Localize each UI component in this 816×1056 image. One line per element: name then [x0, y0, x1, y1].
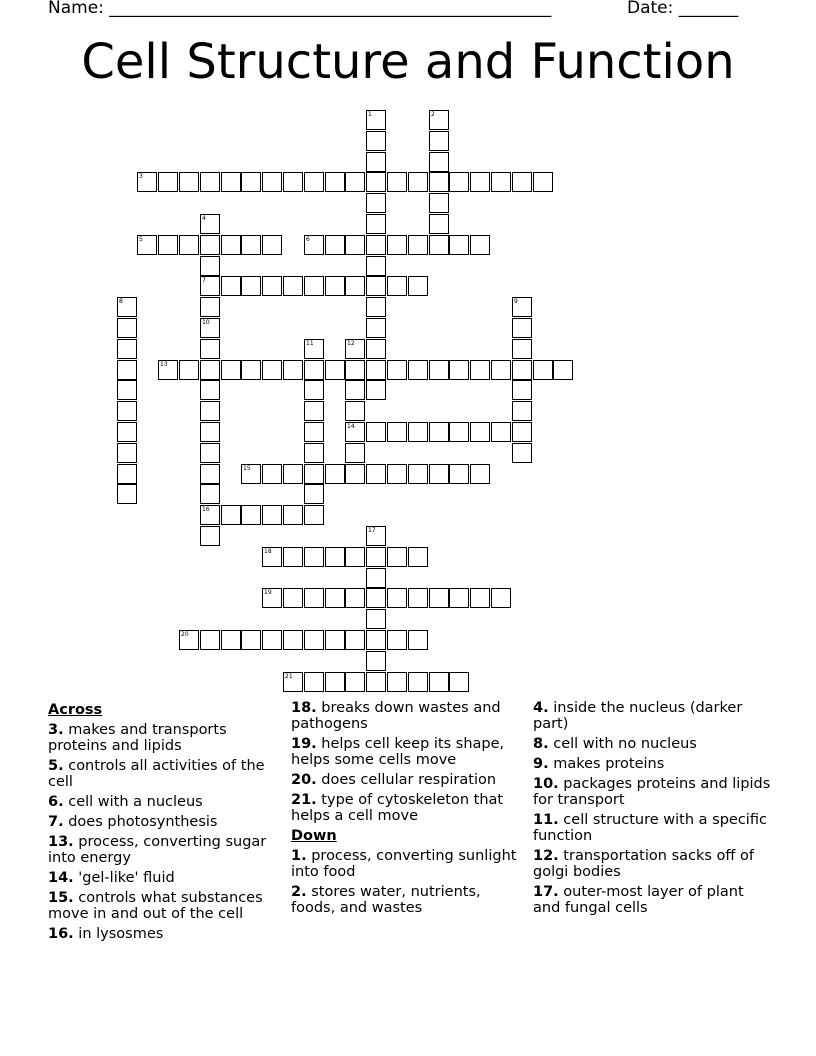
clue-number: 8. [533, 736, 549, 752]
across-clue [291, 736, 526, 768]
grid-cell[interactable] [429, 672, 449, 692]
grid-cell[interactable] [491, 422, 511, 442]
grid-cell[interactable] [408, 547, 428, 567]
grid-cell[interactable] [408, 235, 428, 255]
grid-cell[interactable] [117, 401, 137, 421]
clue-number-label: 10 [202, 319, 210, 326]
grid-cell[interactable] [366, 609, 386, 629]
clue-text: inside the nucleus (darker part) [533, 700, 743, 732]
clue-text: outer-most layer of plant and fungal cells [533, 884, 744, 916]
clue-number-label: 9 [514, 298, 518, 305]
grid-cell[interactable] [117, 318, 137, 338]
grid-cell[interactable] [304, 484, 324, 504]
grid-cell[interactable] [200, 422, 220, 442]
grid-cell[interactable] [262, 235, 282, 255]
grid-cell[interactable] [241, 235, 261, 255]
grid-cell[interactable] [408, 588, 428, 608]
grid-cell[interactable] [512, 422, 532, 442]
grid-cell[interactable] [304, 276, 324, 296]
grid-cell[interactable] [449, 588, 469, 608]
grid-cell[interactable] [179, 172, 199, 192]
grid-cell[interactable] [345, 235, 365, 255]
grid-cell[interactable] [366, 152, 386, 172]
grid-cell[interactable] [429, 588, 449, 608]
clue-text: process, converting sunlight into food [291, 848, 517, 880]
grid-cell[interactable] [366, 172, 386, 192]
grid-cell[interactable] [345, 588, 365, 608]
clue-text: controls all activities of the cell [48, 758, 265, 790]
grid-cell[interactable] [366, 297, 386, 317]
clue-text: transportation sacks off of golgi bodies [533, 848, 754, 880]
grid-cell[interactable] [200, 172, 220, 192]
grid-cell[interactable] [345, 380, 365, 400]
clue-text: in lysosmes [73, 926, 164, 942]
grid-cell[interactable] [221, 630, 241, 650]
grid-cell[interactable] [304, 630, 324, 650]
grid-cell[interactable] [408, 672, 428, 692]
clue-number: 3. [48, 722, 64, 738]
grid-cell[interactable] [241, 172, 261, 192]
grid-cell[interactable] [200, 235, 220, 255]
grid-cell[interactable] [512, 380, 532, 400]
grid-cell[interactable] [512, 318, 532, 338]
grid-cell[interactable] [304, 443, 324, 463]
grid-cell[interactable] [325, 630, 345, 650]
name-field-label: Name: ____________________________________________________ [48, 0, 552, 18]
grid-cell[interactable] [449, 360, 469, 380]
clue-number-label: 5 [139, 236, 143, 243]
grid-cell[interactable] [533, 360, 553, 380]
grid-cell[interactable] [304, 672, 324, 692]
clue-text: helps cell keep its shape, helps some cells move [291, 736, 505, 768]
grid-cell[interactable] [304, 360, 324, 380]
clue-number-label: 1 [368, 111, 372, 118]
grid-cell[interactable] [345, 672, 365, 692]
grid-cell[interactable] [325, 360, 345, 380]
clue-number: 18. [291, 700, 317, 716]
grid-cell[interactable] [117, 422, 137, 442]
grid-cell[interactable] [200, 401, 220, 421]
grid-cell[interactable] [200, 443, 220, 463]
grid-cell[interactable] [221, 505, 241, 525]
down-heading: Down [291, 828, 337, 844]
clue-text: cell with a nucleus [63, 794, 203, 810]
grid-cell[interactable] [429, 235, 449, 255]
grid-cell[interactable] [429, 464, 449, 484]
clue-text: does photosynthesis [63, 814, 218, 830]
grid-cell[interactable] [408, 276, 428, 296]
grid-cell[interactable] [366, 422, 386, 442]
across-clue [291, 792, 526, 824]
across-clue [291, 772, 526, 788]
grid-cell[interactable] [221, 276, 241, 296]
clue-number: 19. [291, 736, 317, 752]
clue-number-label: 14 [347, 423, 355, 430]
down-clue [533, 756, 773, 772]
clue-number-label: 17 [368, 527, 376, 534]
grid-cell[interactable] [262, 464, 282, 484]
grid-cell[interactable] [262, 505, 282, 525]
grid-cell[interactable] [387, 172, 407, 192]
clue-number: 16. [48, 926, 74, 942]
across-clue [48, 870, 283, 886]
across-clue-list-continued [291, 700, 526, 824]
clue-number-label: 13 [160, 361, 168, 368]
down-clue [533, 848, 773, 880]
clue-number: 15. [48, 890, 74, 906]
clue-number-label: 7 [202, 277, 206, 284]
grid-cell[interactable] [262, 360, 282, 380]
grid-cell[interactable] [429, 172, 449, 192]
grid-cell[interactable] [200, 380, 220, 400]
grid-cell[interactable] [325, 672, 345, 692]
grid-cell[interactable] [200, 360, 220, 380]
clue-number-label: 16 [202, 506, 210, 513]
grid-cell[interactable] [366, 193, 386, 213]
grid-cell[interactable] [345, 172, 365, 192]
page-title: Cell Structure and Function [81, 34, 735, 90]
grid-cell[interactable] [366, 672, 386, 692]
grid-cell[interactable] [366, 339, 386, 359]
grid-cell[interactable] [429, 193, 449, 213]
grid-cell[interactable] [345, 630, 365, 650]
grid-cell[interactable] [449, 464, 469, 484]
grid-cell[interactable] [304, 172, 324, 192]
grid-cell[interactable] [241, 630, 261, 650]
clue-number: 6. [48, 794, 64, 810]
grid-cell[interactable] [283, 360, 303, 380]
clue-text: breaks down wastes and pathogens [291, 700, 501, 732]
down-clue [533, 884, 773, 916]
grid-cell[interactable] [470, 464, 490, 484]
grid-cell[interactable] [117, 339, 137, 359]
grid-cell[interactable] [179, 235, 199, 255]
across-clue [291, 700, 526, 732]
grid-cell[interactable] [262, 630, 282, 650]
grid-cell[interactable] [429, 422, 449, 442]
grid-cell[interactable] [345, 443, 365, 463]
grid-cell[interactable] [200, 630, 220, 650]
grid-cell[interactable] [158, 172, 178, 192]
grid-cell[interactable] [283, 547, 303, 567]
down-clue [533, 776, 773, 808]
clue-number: 9. [533, 756, 549, 772]
clue-number: 13. [48, 834, 74, 850]
grid-cell[interactable] [200, 339, 220, 359]
grid-cell[interactable] [366, 214, 386, 234]
down-clue [291, 884, 526, 916]
grid-cell[interactable] [283, 172, 303, 192]
grid-cell[interactable] [117, 443, 137, 463]
grid-cell[interactable] [449, 172, 469, 192]
clue-number-label: 11 [306, 340, 314, 347]
across-clue [48, 834, 283, 866]
clue-number-label: 20 [181, 631, 189, 638]
down-clue [533, 812, 773, 844]
grid-cell[interactable] [366, 360, 386, 380]
grid-cell[interactable] [117, 484, 137, 504]
grid-cell[interactable] [512, 360, 532, 380]
down-clue [291, 848, 526, 880]
grid-cell[interactable] [304, 505, 324, 525]
clue-number: 12. [533, 848, 559, 864]
grid-cell[interactable] [470, 588, 490, 608]
grid-cell[interactable] [408, 360, 428, 380]
grid-cell[interactable] [241, 276, 261, 296]
grid-cell[interactable] [429, 360, 449, 380]
clue-number: 5. [48, 758, 64, 774]
grid-cell[interactable] [325, 588, 345, 608]
grid-cell[interactable] [512, 172, 532, 192]
clue-number-label: 12 [347, 340, 355, 347]
grid-cell[interactable] [283, 505, 303, 525]
grid-cell[interactable] [283, 588, 303, 608]
clue-number: 2. [291, 884, 307, 900]
clue-number: 21. [291, 792, 317, 808]
clue-number-label: 3 [139, 173, 143, 180]
grid-cell[interactable] [325, 547, 345, 567]
grid-cell[interactable] [345, 401, 365, 421]
grid-cell[interactable] [241, 360, 261, 380]
grid-cell[interactable] [345, 276, 365, 296]
grid-cell[interactable] [429, 131, 449, 151]
across-clue-list [48, 722, 283, 942]
grid-cell[interactable] [283, 630, 303, 650]
down-clue-list-continued [533, 700, 773, 916]
clue-number: 20. [291, 772, 317, 788]
grid-cell[interactable] [366, 630, 386, 650]
grid-cell[interactable] [449, 235, 469, 255]
clue-number-label: 6 [306, 236, 310, 243]
grid-cell[interactable] [470, 360, 490, 380]
grid-cell[interactable] [429, 214, 449, 234]
down-clue [533, 736, 773, 752]
grid-cell[interactable] [470, 235, 490, 255]
clue-number: 11. [533, 812, 559, 828]
grid-cell[interactable] [366, 318, 386, 338]
grid-cell[interactable] [491, 360, 511, 380]
grid-cell[interactable] [366, 235, 386, 255]
grid-cell[interactable] [304, 380, 324, 400]
clue-number-label: 19 [264, 589, 272, 596]
grid-cell[interactable] [221, 235, 241, 255]
grid-cell[interactable] [470, 172, 490, 192]
grid-cell[interactable] [366, 651, 386, 671]
grid-cell[interactable] [449, 672, 469, 692]
grid-cell[interactable] [325, 464, 345, 484]
clue-text: makes and transports proteins and lipids [48, 722, 227, 754]
grid-cell[interactable] [408, 172, 428, 192]
clue-text: cell structure with a specific function [533, 812, 767, 844]
grid-cell[interactable] [366, 276, 386, 296]
grid-cell[interactable] [387, 630, 407, 650]
clues-column-3 [533, 700, 773, 920]
grid-cell[interactable] [387, 464, 407, 484]
clue-number: 1. [291, 848, 307, 864]
grid-cell[interactable] [429, 152, 449, 172]
grid-cell[interactable] [200, 256, 220, 276]
grid-cell[interactable] [325, 235, 345, 255]
clues-column-1 [48, 700, 283, 946]
clue-text: 'gel-like' fluid [73, 870, 175, 886]
grid-cell[interactable] [387, 422, 407, 442]
grid-cell[interactable] [366, 547, 386, 567]
clue-text: cell with no nucleus [548, 736, 697, 752]
clue-text: packages proteins and lipids for transport [533, 776, 771, 808]
grid-cell[interactable] [387, 547, 407, 567]
grid-cell[interactable] [366, 464, 386, 484]
grid-cell[interactable] [241, 505, 261, 525]
grid-cell[interactable] [345, 360, 365, 380]
grid-cell[interactable] [304, 464, 324, 484]
clue-number-label: 18 [264, 548, 272, 555]
clue-number: 7. [48, 814, 64, 830]
grid-cell[interactable] [512, 339, 532, 359]
across-clue [48, 926, 283, 942]
down-clue-list [291, 848, 526, 916]
grid-cell[interactable] [117, 380, 137, 400]
grid-cell[interactable] [200, 484, 220, 504]
across-clue [48, 814, 283, 830]
across-clue [48, 722, 283, 754]
clue-text: process, converting sugar into energy [48, 834, 267, 866]
grid-cell[interactable] [387, 276, 407, 296]
clue-number: 17. [533, 884, 559, 900]
grid-cell[interactable] [221, 172, 241, 192]
clue-text: makes proteins [548, 756, 665, 772]
grid-cell[interactable] [512, 443, 532, 463]
grid-cell[interactable] [470, 422, 490, 442]
clue-number: 10. [533, 776, 559, 792]
grid-cell[interactable] [345, 464, 365, 484]
grid-cell[interactable] [221, 360, 241, 380]
across-heading: Across [48, 702, 103, 718]
across-clue [48, 794, 283, 810]
clue-number-label: 8 [119, 298, 123, 305]
grid-cell[interactable] [366, 256, 386, 276]
clue-number-label: 4 [202, 215, 206, 222]
clue-number: 14. [48, 870, 74, 886]
grid-cell[interactable] [117, 464, 137, 484]
grid-cell[interactable] [449, 422, 469, 442]
grid-cell[interactable] [283, 276, 303, 296]
clue-number-label: 15 [243, 465, 251, 472]
grid-cell[interactable] [262, 276, 282, 296]
grid-cell[interactable] [366, 588, 386, 608]
clue-text: stores water, nutrients, foods, and wastes [291, 884, 481, 916]
grid-cell[interactable] [387, 235, 407, 255]
across-clue [48, 890, 283, 922]
clue-text: controls what substances move in and out of the cell [48, 890, 263, 922]
down-clue [533, 700, 773, 732]
clues-column-2 [291, 700, 526, 920]
grid-cell[interactable] [304, 588, 324, 608]
grid-cell[interactable] [304, 401, 324, 421]
clue-text: does cellular respiration [316, 772, 497, 788]
date-field-label: Date: _______ [627, 0, 739, 18]
grid-cell[interactable] [200, 526, 220, 546]
grid-cell[interactable] [408, 464, 428, 484]
grid-cell[interactable] [491, 588, 511, 608]
grid-cell[interactable] [387, 588, 407, 608]
grid-cell[interactable] [387, 672, 407, 692]
grid-cell[interactable] [345, 547, 365, 567]
grid-cell[interactable] [491, 172, 511, 192]
grid-cell[interactable] [158, 235, 178, 255]
grid-cell[interactable] [408, 630, 428, 650]
grid-cell[interactable] [262, 172, 282, 192]
across-clue [48, 758, 283, 790]
grid-cell[interactable] [553, 360, 573, 380]
grid-cell[interactable] [200, 464, 220, 484]
grid-cell[interactable] [304, 422, 324, 442]
grid-cell[interactable] [366, 131, 386, 151]
grid-cell[interactable] [325, 172, 345, 192]
grid-cell[interactable] [512, 401, 532, 421]
grid-cell[interactable] [304, 547, 324, 567]
grid-cell[interactable] [387, 360, 407, 380]
grid-cell[interactable] [366, 568, 386, 588]
clue-number-label: 21 [285, 673, 293, 680]
clue-number: 4. [533, 700, 549, 716]
grid-cell[interactable] [533, 172, 553, 192]
grid-cell[interactable] [200, 297, 220, 317]
grid-cell[interactable] [325, 276, 345, 296]
grid-cell[interactable] [283, 464, 303, 484]
grid-cell[interactable] [366, 380, 386, 400]
grid-cell[interactable] [408, 422, 428, 442]
clue-number-label: 2 [431, 111, 435, 118]
clue-text: type of cytoskeleton that helps a cell move [291, 792, 504, 824]
grid-cell[interactable] [117, 360, 137, 380]
grid-cell[interactable] [179, 360, 199, 380]
